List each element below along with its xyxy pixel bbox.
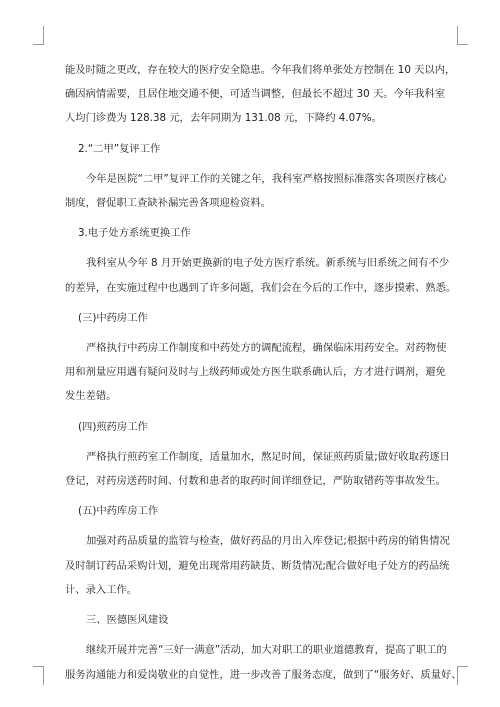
text-line: 发生差错。 xyxy=(65,390,117,402)
text-line: 严格执行煎药室工作制度，适量加水，熬足时间，保证煎药质量;做好收取药逐日 xyxy=(86,451,450,463)
crop-mark-bottom-left xyxy=(33,666,44,685)
text-line: 制度，督促职工查缺补漏完善各项迎检资料。 xyxy=(65,197,271,209)
section-heading: 三、医德医风建设 xyxy=(86,614,169,626)
text-line: 服务沟通能力和爱岗敬业的自觉性，进一步改善了服务态度，做到了“服务好、质量好、 xyxy=(65,669,462,681)
section-heading: (四)煎药房工作 xyxy=(78,421,148,433)
crop-mark-top-right xyxy=(457,26,468,45)
text-line: 人均门诊费为 128.38 元，去年同期为 131.08 元，下降约 4.07%。 xyxy=(65,112,382,124)
text-line: 计、录入工作。 xyxy=(65,584,138,596)
text-line: 确因病情需要，且居住地交通不便，可适当调整，但最长不超过 30 天。今年我科室 xyxy=(65,88,446,100)
section-heading: (三)中药房工作 xyxy=(78,312,148,324)
text-line: 及时制订药品采购计划，避免出现常用药缺货、断货情况;配合做好电子处方的药品统 xyxy=(65,560,450,572)
crop-mark-top-left xyxy=(33,26,44,45)
section-heading: (五)中药库房工作 xyxy=(78,505,159,517)
text-line: 加强对药品质量的监管与检查，做好药品的月出入库登记;根据中药房的销售情况 xyxy=(86,535,450,547)
text-line: 继续开展并完善“三好一满意”活动，加大对职工的职业道德教育，提高了职工的 xyxy=(86,644,447,656)
text-line: 的差异，在实施过程中也遇到了许多问题，我们会在今后的工作中，逐步摸索、熟悉。 xyxy=(65,282,457,294)
text-line: 严格执行中药房工作制度和中药处方的调配流程，确保临床用药安全。对药物使 xyxy=(86,342,447,354)
section-heading: 2.“二甲”复评工作 xyxy=(78,143,161,155)
text-line: 今年是医院“二甲”复评工作的关键之年，我科室严格按照标准落实各项医疗核心 xyxy=(86,173,447,185)
text-line: 能及时随之更改，存在较大的医疗安全隐患。今年我们将单张处方控制在 10 天以内， xyxy=(65,64,456,76)
text-line: 登记，对药房送药时间、付数和患者的取药时间详细登记，严防取错药等事故发生。 xyxy=(65,475,446,487)
text-line: 我科室从今年 8 月开始更换新的电子处方医疗系统。新系统与旧系统之间有不少 xyxy=(86,257,450,269)
section-heading: 3.电子处方系统更换工作 xyxy=(78,227,191,239)
text-line: 用和剂量应用遇有疑问及时与上级药师或处方医生联系确认后，方才进行调剂，避免 xyxy=(65,366,446,378)
